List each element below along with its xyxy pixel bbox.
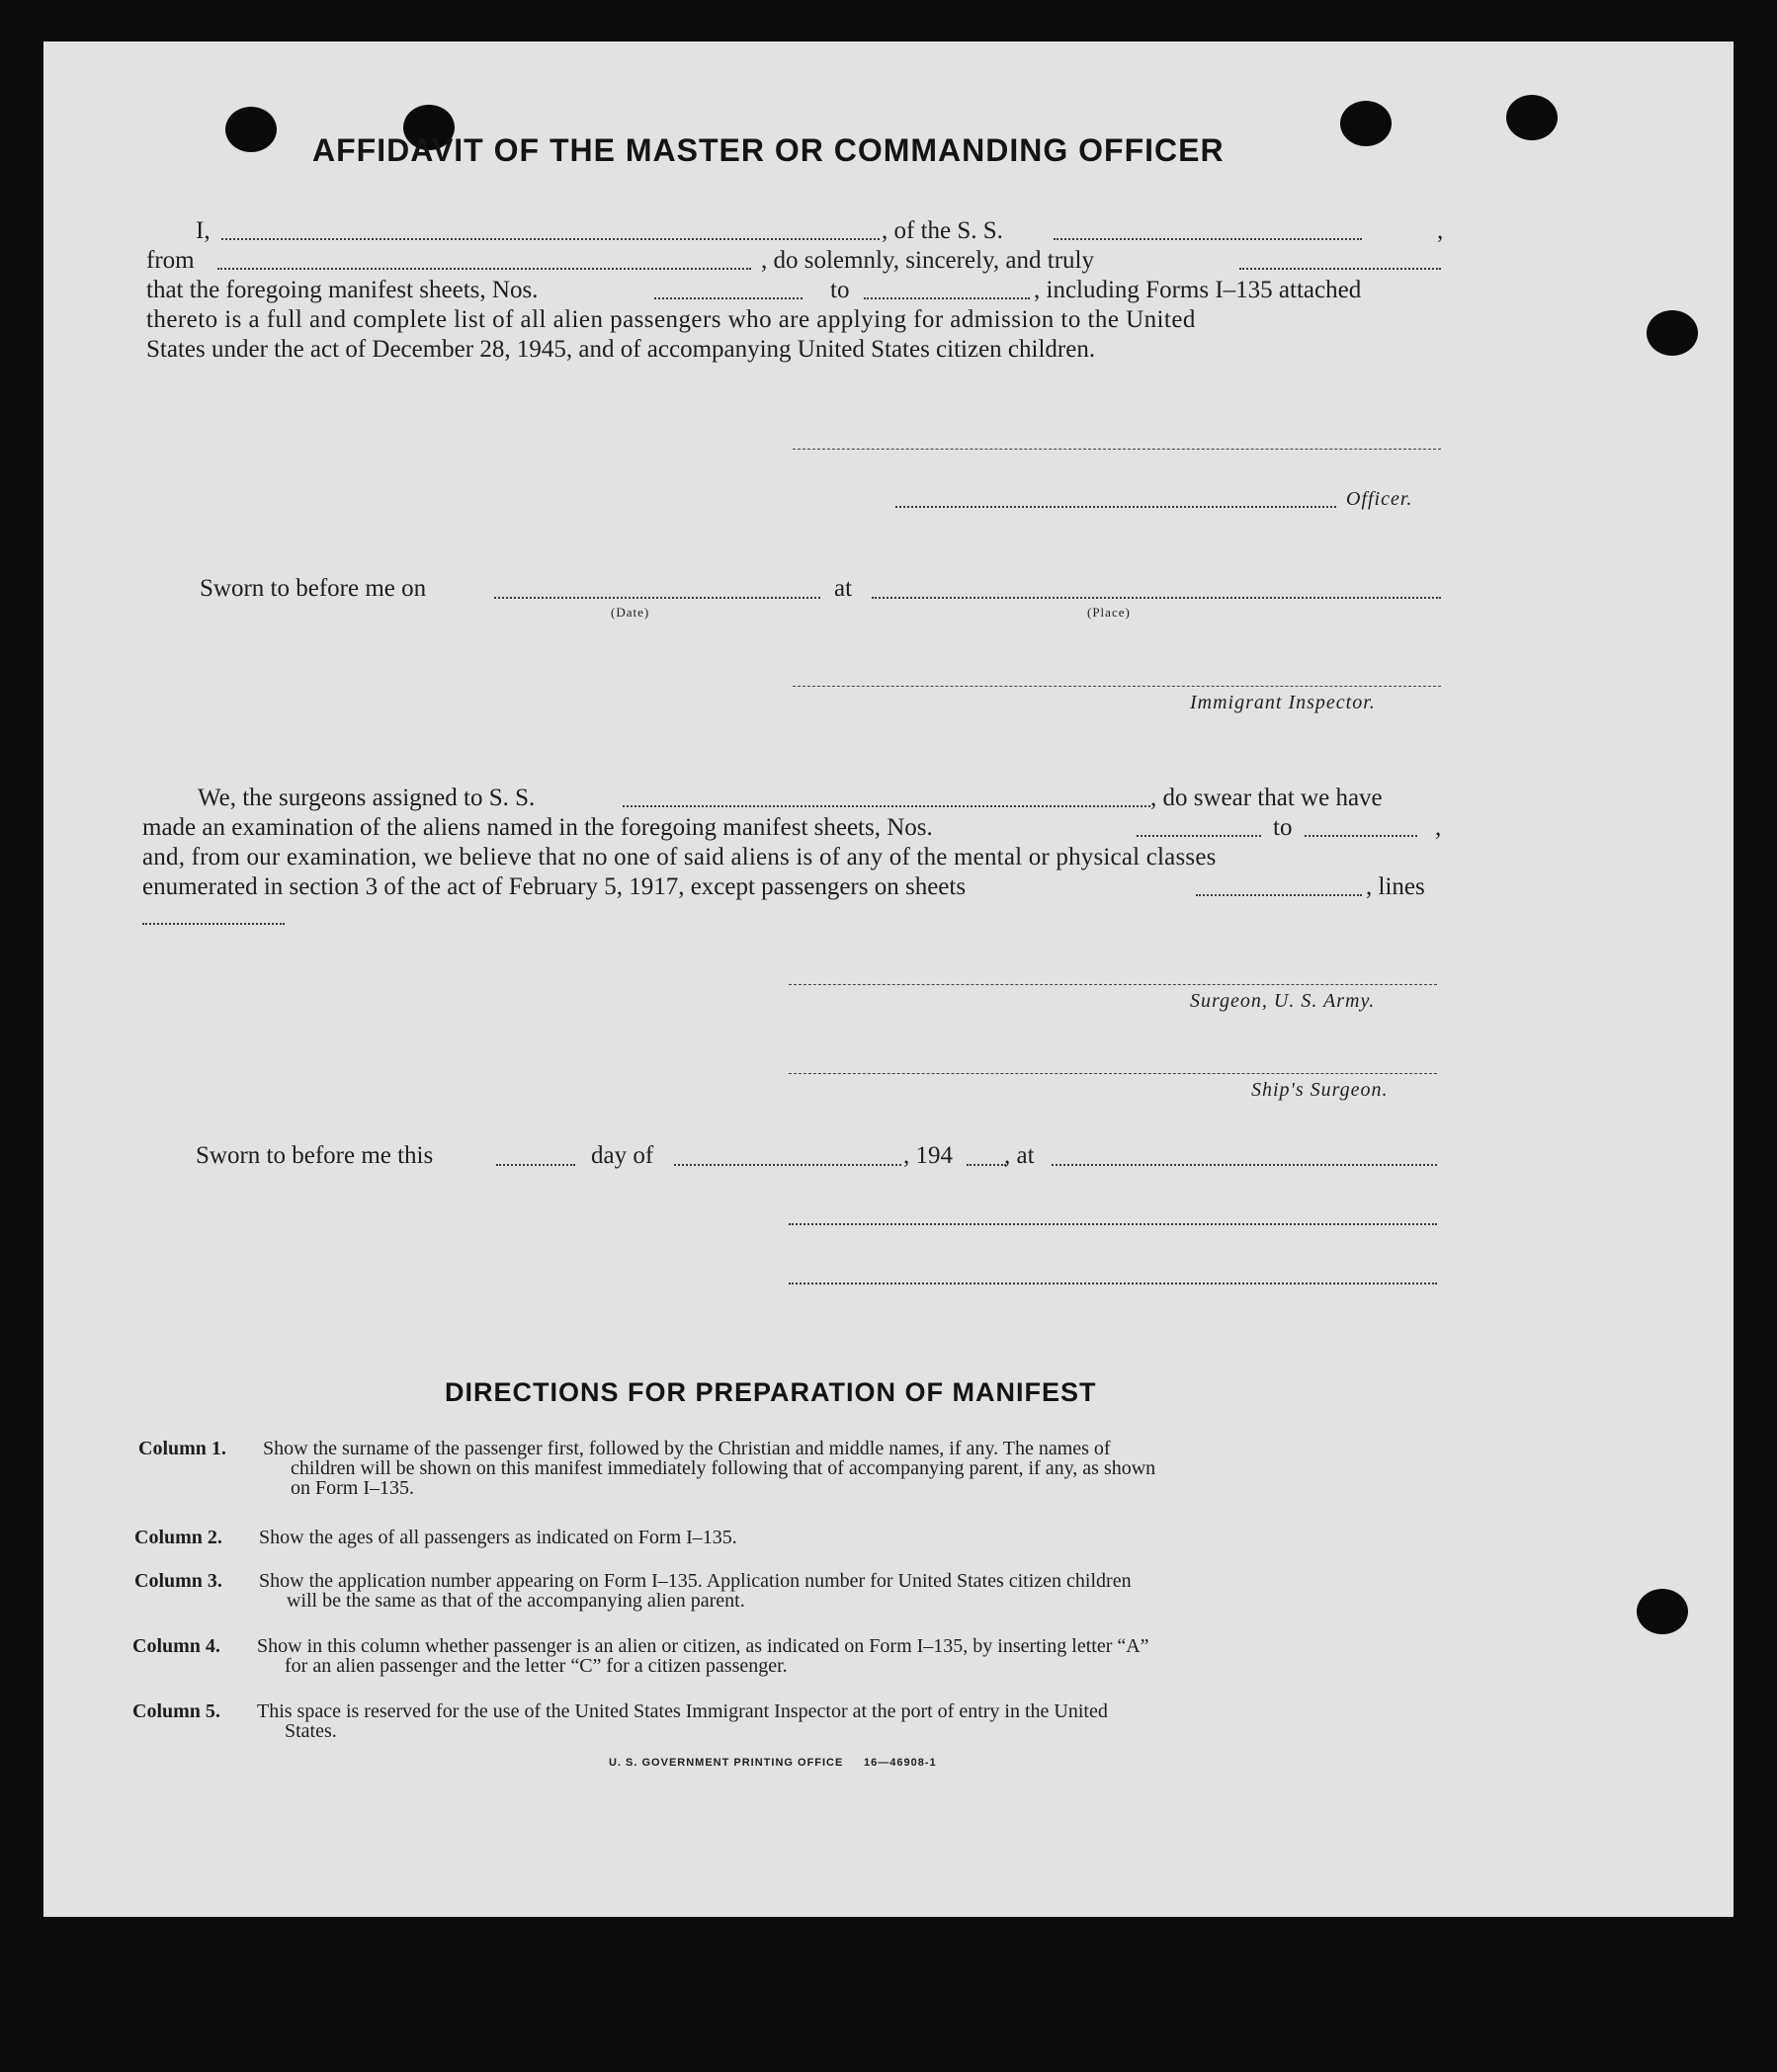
directions-title: DIRECTIONS FOR PREPARATION OF MANIFEST [445,1377,1097,1407]
affidavit-title: AFFIDAVIT OF THE MASTER OR COMMANDING OFFICER [312,132,1225,168]
text-of-ss: , of the S. S. [882,217,1003,244]
sworn-place-field[interactable] [872,597,1441,599]
direction-column-4 [132,1636,1437,1680]
text-exam-comma: , [1435,814,1442,841]
text-to: to [830,277,850,303]
punch-hole [1647,310,1698,356]
column-text-line: This space is reserved for the use of the United States Immigrant Inspector at the port of entry in the United [257,1700,1108,1722]
text-solemnly: , do solemnly, sincerely, and truly [761,247,1094,274]
text-act-1945: States under the act of December 28, 1945, and of accompanying United States citizen children. [146,336,1096,363]
column-label: Column 3. [134,1570,222,1592]
officer-title-field[interactable] [895,506,1336,508]
column-text-line: on Form I–135. [291,1477,414,1499]
punch-hole [1340,101,1392,146]
column-text [257,1636,1427,1676]
text-comma: , [1437,217,1444,244]
direction-column-1 [138,1439,1443,1498]
text-no-classes: and, from our examination, we believe that no one of said aliens is of any of the mental or physical classes [142,844,1217,870]
column-label: Column 1. [138,1438,226,1459]
text-comma-at: , at [1004,1142,1035,1169]
official-title-field[interactable] [789,1283,1437,1285]
column-text [263,1439,1433,1498]
inspector-label: Immigrant Inspector. [1190,692,1376,713]
text-enumerated: enumerated in section 3 of the act of February 5, 1917, except passengers on sheets [142,873,967,900]
place-caption: (Place) [1087,605,1131,620]
form-page [43,41,1734,1917]
direction-column-2 [134,1528,1439,1551]
text-full-list: thereto is a full and complete list of all alien passengers who are applying for admission to the United [146,306,1196,333]
text-do-swear: , do swear that we have [1150,785,1383,811]
official-signature-field[interactable] [789,1223,1437,1225]
ship-surgeon-signature-line[interactable] [789,1073,1437,1074]
ship-surgeon-label: Ship's Surgeon. [1251,1079,1389,1101]
text-including: , including Forms I–135 attached [1034,277,1362,303]
sheet-to-field[interactable] [864,297,1030,299]
printer-imprint: U. S. GOVERNMENT PRINTING OFFICE [609,1757,844,1769]
sworn-month-field[interactable] [674,1164,901,1166]
direction-column-5 [132,1701,1437,1745]
direction-column-3 [134,1571,1439,1615]
army-surgeon-signature-line[interactable] [789,984,1437,985]
declare-field[interactable] [1239,268,1441,270]
exam-sheet-from-field[interactable] [1137,835,1261,837]
text-i: I, [196,217,211,244]
surgeons-ship-field[interactable] [623,805,1150,807]
text-exam-to: to [1273,814,1293,841]
except-sheets-field[interactable] [1196,894,1362,896]
column-label: Column 4. [132,1635,220,1657]
column-text [259,1571,1429,1611]
form-number: 16—46908-1 [864,1757,937,1769]
text-lines: , lines [1366,873,1425,900]
punch-hole [225,107,277,152]
text-surgeons-assigned: We, the surgeons assigned to S. S. [198,785,536,811]
text-manifest-nos: that the foregoing manifest sheets, Nos. [146,277,539,303]
date-caption: (Date) [611,605,650,620]
text-day-of: day of [591,1142,654,1169]
column-label: Column 5. [132,1700,220,1722]
army-surgeon-label: Surgeon, U. S. Army. [1190,990,1376,1012]
officer-signature-line[interactable] [793,449,1441,450]
column-text-line: Show the surname of the passenger first, followed by the Christian and middle names, if any. The names of [263,1438,1111,1459]
text-examination: made an examination of the aliens named in the foregoing manifest sheets, Nos. [142,814,933,841]
column-text-line: children will be shown on this manifest immediately following that of accompanying parent, if any, as shown [291,1457,1156,1479]
column-text-line: for an alien passenger and the letter “C” for a citizen passenger. [285,1655,788,1677]
column-text-line: Show the application number appearing on Form I–135. Application number for United States citizen children [259,1570,1132,1592]
master-name-field[interactable] [221,238,880,240]
from-port-field[interactable] [217,268,751,270]
except-lines-field[interactable] [142,923,285,925]
column-text-line: States. [285,1720,337,1742]
sworn-date-field[interactable] [494,597,820,599]
punch-hole [1506,95,1558,140]
text-sworn-this: Sworn to before me this [196,1142,434,1169]
sheet-from-field[interactable] [654,297,803,299]
exam-sheet-to-field[interactable] [1305,835,1417,837]
inspector-signature-line[interactable] [793,686,1441,687]
column-text-line: Show the ages of all passengers as indicated on Form I–135. [259,1527,737,1548]
ship-name-field[interactable] [1054,238,1362,240]
column-text-line: will be the same as that of the accompanying alien parent. [287,1590,745,1612]
column-text [257,1701,1427,1741]
officer-label: Officer. [1346,488,1413,510]
column-text [259,1528,1429,1547]
punch-hole [1637,1589,1688,1634]
sworn-day-field[interactable] [496,1164,575,1166]
column-label: Column 2. [134,1527,222,1548]
sworn-year-field[interactable] [967,1164,1006,1166]
text-sworn-on: Sworn to before me on [200,575,427,602]
text-at: at [834,575,853,602]
text-year-194: , 194 [903,1142,953,1169]
column-text-line: Show in this column whether passenger is an alien or citizen, as indicated on Form I–135, by inserting letter “A” [257,1635,1149,1657]
text-from: from [146,247,195,274]
sworn-at-place-field[interactable] [1052,1164,1437,1166]
